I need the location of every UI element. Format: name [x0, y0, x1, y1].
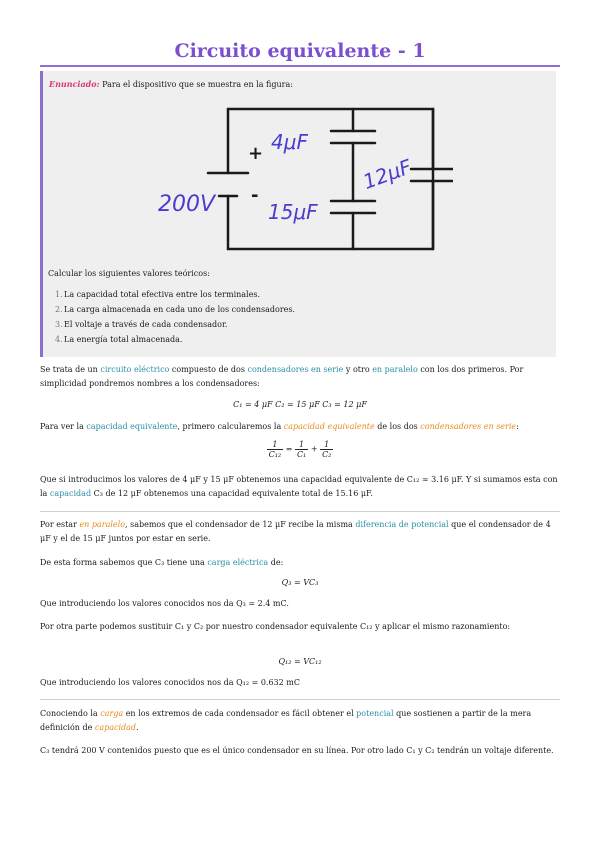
title-divider	[40, 65, 560, 67]
list-item: 1. La capacidad total efectiva entre los terminales.	[55, 290, 260, 299]
link-capacidad[interactable]: capacidad	[49, 489, 92, 498]
list-item: 4. La energía total almacenada.	[55, 335, 183, 344]
paragraph-intro: Se trata de un circuito eléctrico compuesto de dos condensadores en serie y otro en paralelo con los dos primeros. Por simplicidad pondremos nombres a los condensadores:	[40, 365, 524, 388]
link-carga-electrica[interactable]: carga eléctrica	[207, 558, 269, 567]
section-divider	[40, 699, 560, 700]
paragraph-q3-result: Que introduciendo los valores conocidos nos da Q₃ = 2.4 mC.	[40, 599, 289, 608]
equation-q12: Q₁₂ = VC₁₂	[278, 657, 322, 666]
paragraph-charge: De esta forma sabemos que C₃ tiene una carga eléctrica de:	[40, 558, 284, 567]
link-potencial[interactable]: potencial	[356, 709, 394, 718]
highlight-condensadores-serie: condensadores en serie	[420, 422, 517, 431]
list-item: 2. La carga almacenada en cada uno de los condensadores.	[55, 305, 296, 314]
paragraph-values: Que si introducimos los valores de 4 μF y 15 μF obtenemos una capacidad equivalente de C₁₂ ≈ 3.16 μF. Y si sumamos esta con la capacidad C₃ de 12 μF obtenemos una capacidad equivalente total de 15.16 μF.	[40, 475, 558, 498]
plus-sign: +	[248, 143, 264, 164]
paragraph-equivalent: Para ver la capacidad equivalente, primero calcularemos la capacidad equivalente de los dos condensadores en serie:	[40, 422, 519, 431]
statement	[49, 79, 293, 89]
equation-values: C₁ = 4 μF C₂ = 15 μF C₃ = 12 μF	[233, 400, 367, 409]
fraction-r2: $\frac{1}{\text{C₂}}$	[322, 440, 332, 459]
label-4uf: 4μF	[271, 130, 308, 154]
page-title: Circuito equivalente - 1	[174, 40, 426, 62]
link-diferencia-potencial[interactable]: diferencia de potencial	[355, 520, 449, 529]
equation-q3: Q₃ = VC₃	[281, 578, 319, 587]
paragraph-substitute: Por otra parte podemos sustituir C₁ y C₂ por nuestro condensador equivalente C₁₂ y aplicar el mismo razonamiento:	[40, 622, 511, 631]
label-12uf: 12μF	[359, 154, 415, 194]
list-item: 3. El voltaje a través de cada condensador.	[55, 320, 228, 329]
statement-label: Enunciado:	[49, 79, 100, 89]
task-list	[55, 290, 295, 350]
equation-series: $\frac{1}{\text{C₁₂}}$ = $\frac{1}{\text{C₁}}$ + $\frac{1}{\text{C₂}}$	[268, 440, 332, 459]
highlight-carga: carga	[100, 709, 124, 718]
paragraph-voltage: C₃ tendrá 200 V contenidos puesto que es el único condensador en su línea. Por otro lado C₁ y C₂ tendrán un voltaje diferente.	[40, 746, 554, 755]
highlight-capacidad-equivalente: capacidad equivalente	[283, 422, 375, 431]
paragraph-q12-result: Que introduciendo los valores conocidos nos da Q₁₂ = 0.632 mC	[40, 678, 300, 687]
statement-text: Para el dispositivo que se muestra en la figura:	[102, 80, 293, 89]
paragraph-potential: Conociendo la carga en los extremos de cada condensador es fácil obtener el potencial que sostienen a partir de la mera definición de capacidad.	[40, 709, 532, 732]
label-15uf: 15μF	[268, 200, 318, 224]
section-divider	[40, 511, 560, 512]
problem-statement-box	[40, 71, 556, 357]
link-serie[interactable]: condensadores en serie	[247, 365, 344, 374]
highlight-paralelo: en paralelo	[79, 520, 126, 529]
fraction-r1: $\frac{1}{\text{C₁}}$	[296, 440, 307, 459]
fraction-lhs: $\frac{1}{\text{C₁₂}}$	[268, 440, 282, 459]
link-circuito[interactable]: circuito eléctrico	[100, 365, 170, 374]
highlight-capacidad: capacidad	[94, 723, 137, 732]
calculate-text: Calcular los siguientes valores teóricos:	[48, 269, 210, 278]
link-paralelo[interactable]: en paralelo	[372, 365, 418, 374]
paragraph-parallel: Por estar en paralelo, sabemos que el condensador de 12 μF recibe la misma diferencia de potencial que el condensador de 4 μF y el de 15 μF juntos por estar en serie.	[40, 520, 551, 543]
label-200v: 200V	[158, 192, 216, 217]
circuit-figure	[153, 101, 453, 251]
link-capacidad-equivalente[interactable]: capacidad equivalente	[86, 422, 178, 431]
minus-sign: -	[251, 185, 259, 206]
